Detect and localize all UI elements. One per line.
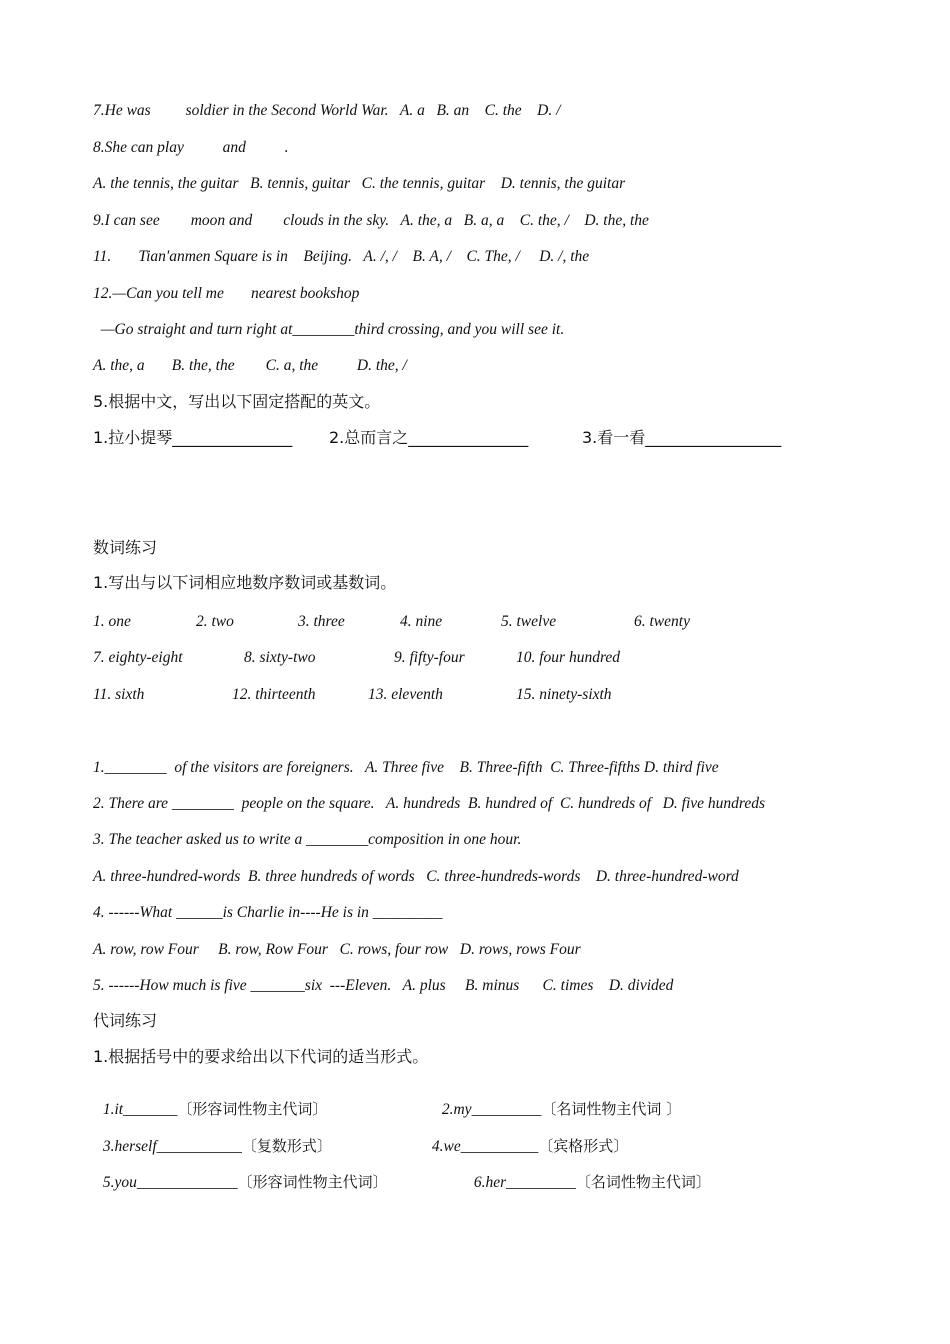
pronoun-item	[422, 1123, 628, 1154]
question-12-options: A. the, a B. the, the C. a, the D. the, /	[93, 357, 407, 374]
pronouns-heading: 代词练习	[93, 1011, 158, 1030]
pronoun-item	[93, 1123, 332, 1154]
numerals-question-3: 3. The teacher asked us to write a ________composition in one hour.	[93, 831, 522, 848]
answer-blank: _________	[471, 1100, 542, 1118]
numeral-item: 12. thirteenth	[232, 686, 316, 703]
section-5-item: 1.拉小提琴_______________	[93, 428, 293, 447]
pronoun-word: 5.you	[102, 1173, 137, 1191]
answer-blank: _______	[123, 1100, 178, 1118]
pronoun-word: 1.it	[102, 1100, 124, 1118]
question-8: 8.She can play and .	[93, 139, 289, 156]
question-11: 11. Tian'anmen Square is in Beijing. A. /, / B. A, / C. The, / D. /, the	[93, 248, 590, 265]
question-12: 12.—Can you tell me nearest bookshop	[93, 285, 360, 302]
question-7: 7.He was soldier in the Second World War. A. a B. an C. the D. /	[93, 102, 561, 119]
question-12-reply: —Go straight and turn right at________third crossing, and you will see it.	[93, 321, 565, 338]
numerals-task-1-title: 1.写出与以下词相应地数序数词或基数词。	[93, 573, 397, 592]
pronoun-hint: 〔复数形式〕	[241, 1136, 332, 1155]
numerals-question-3-options: A. three-hundred-words B. three hundreds of words C. three-hundreds-words D. three-hundred-word	[93, 868, 739, 885]
pronoun-word: 3.herself	[102, 1137, 157, 1155]
numeral-item: 7. eighty-eight	[93, 649, 183, 666]
question-9: 9.I can see moon and clouds in the sky. A. the, a B. a, a C. the, / D. the, the	[93, 212, 649, 229]
pronoun-word: 6.her	[473, 1173, 507, 1191]
question-8-options: A. the tennis, the guitar B. tennis, guitar C. the tennis, guitar D. tennis, the guitar	[93, 175, 626, 192]
pronoun-hint: 〔名词性物主代词 〕	[541, 1099, 682, 1118]
numerals-question-2: 2. There are ________ people on the square. A. hundreds B. hundred of C. hundreds of D. five hundreds	[93, 795, 766, 812]
answer-blank: __________	[460, 1137, 539, 1155]
numeral-item: 5. twelve	[501, 613, 557, 630]
numeral-item: 15. ninety-sixth	[516, 686, 612, 703]
numerals-question-4: 4. ------What ______is Charlie in----He is in _________	[93, 904, 443, 921]
pronoun-item	[93, 1159, 388, 1190]
numeral-item: 3. three	[298, 613, 345, 630]
pronoun-hint: 〔名词性物主代词〕	[575, 1172, 711, 1191]
numeral-item: 13. eleventh	[368, 686, 443, 703]
section-5-title: 5.根据中文，写出以下固定搭配的英文。	[93, 392, 381, 411]
answer-blank: _________	[506, 1173, 576, 1191]
answer-blank: ___________	[156, 1137, 242, 1155]
numeral-item: 8. sixty-two	[244, 649, 316, 666]
pronouns-task-1-title: 1.根据括号中的要求给出以下代词的适当形式。	[93, 1047, 429, 1066]
pronoun-word: 2.my	[441, 1100, 472, 1118]
numeral-item: 1. one	[93, 613, 131, 630]
numeral-item: 11. sixth	[93, 686, 145, 703]
numeral-item: 10. four hundred	[516, 649, 621, 666]
pronoun-item	[432, 1086, 681, 1117]
section-5-item: 3.看一看_________________	[582, 428, 782, 447]
numeral-item: 6. twenty	[634, 613, 690, 630]
pronoun-hint: 〔形容词性物主代词〕	[237, 1172, 388, 1191]
pronoun-item	[93, 1086, 327, 1117]
numeral-item: 4. nine	[400, 613, 443, 630]
numerals-heading: 数词练习	[93, 538, 158, 557]
numerals-question-5: 5. ------How much is five _______six ---Eleven. A. plus B. minus C. times D. divided	[93, 977, 674, 994]
pronoun-hint: 〔宾格形式〕	[538, 1136, 629, 1155]
numeral-item: 9. fifty-four	[394, 649, 465, 666]
pronoun-word: 4.we	[431, 1137, 461, 1155]
pronoun-hint: 〔形容词性物主代词〕	[177, 1099, 328, 1118]
numerals-question-1: 1.________ of the visitors are foreigners. A. Three five B. Three-fifth C. Three-fifths D. third five	[93, 759, 719, 776]
answer-blank: _____________	[136, 1173, 238, 1191]
pronoun-item	[464, 1159, 711, 1190]
numeral-item: 2. two	[196, 613, 234, 630]
section-5-item: 2.总而言之_______________	[329, 428, 529, 447]
numerals-question-4-options: A. row, row Four B. row, Row Four C. rows, four row D. rows, rows Four	[93, 941, 581, 958]
